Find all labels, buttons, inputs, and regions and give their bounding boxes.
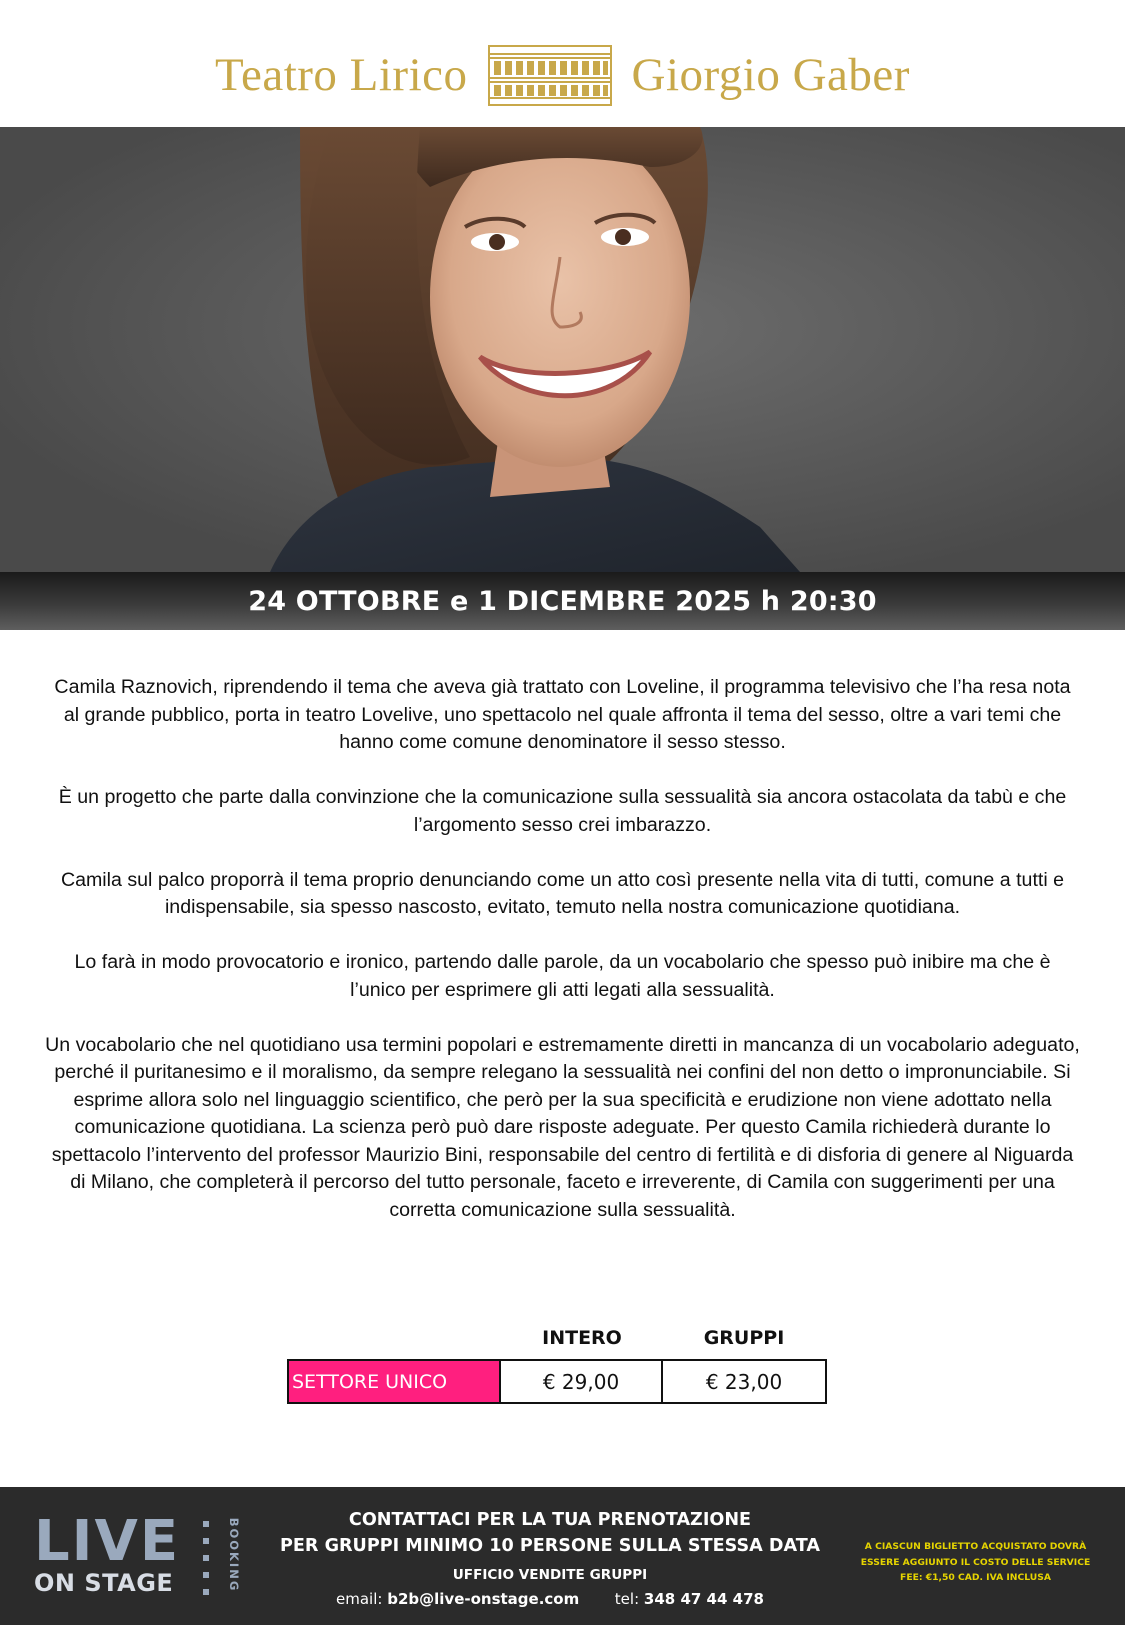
group-sales-office: UFFICIO VENDITE GRUPPI [452,1567,648,1583]
paragraph: È un progetto che parte dalla convinzione che la comunicazione sulla sessualità sia ancora ostacolata da tabù e che l’argomento sesso crei imbarazzo. [58,786,1067,836]
theatre-building-icon [486,42,614,108]
hero-photo [0,127,1125,572]
price-header-gruppi: GRUPPI [703,1327,785,1349]
contact-details [260,1587,840,1611]
paragraph: Lo farà in modo provocatorio e ironico, partendo dalle parole, da un vocabolario che spesso può inibire ma che è l’unico per esprimere gli atti legati alla sessualità. [74,951,1051,1001]
tel-label: tel: [614,1590,640,1608]
logo-live-text: LIVE [34,1509,181,1574]
contact-headline: CONTATTACI PER LA TUA PRENOTAZIONE [348,1510,752,1530]
theatre-brand [0,40,1125,110]
phone-number[interactable]: 348 47 44 478 [643,1590,764,1608]
header [0,0,1125,127]
price-row-settore-unico [287,1359,827,1404]
price-gruppi: € 23,00 [705,1369,783,1394]
group-minimum: PER GRUPPI MINIMO 10 PERSONE SULLA STESSA DATA [279,1536,820,1556]
footer-contact [260,1507,840,1611]
paragraph: Camila sul palco proporrà il tema proprio denunciando come un atto così presente nella vita di tutti, comune a tutti e indispensabile, sia spesso nascosto, evitato, temuto nella nostra comunicazione quotidiana. [60,868,1065,918]
event-date-time: 24 OTTOBRE e 1 DICEMBRE 2025 h 20:30 [248,585,877,617]
email-label: email: [336,1590,383,1608]
paragraph: Camila Raznovich, riprendendo il tema che aveva già trattato con Loveline, il programma televisivo che l’ha resa nota al grande pubblico, porta in teatro Lovelive, uno spettacolo nel quale affronta il tema del sesso, oltre a vari temi che hanno come comune denominatore il sesso stesso. [54,676,1071,753]
brand-right-text: Giorgio Gaber [631,49,910,101]
date-band [0,572,1125,630]
logo-booking-text: BOOKING [227,1517,241,1593]
description [45,674,1080,1252]
portrait-illustration [0,127,1125,572]
logo-booking [221,1515,241,1601]
price-header-intero: INTERO [542,1327,622,1349]
logo-dots [203,1521,209,1595]
live-on-stage-logo[interactable] [34,1509,244,1601]
logo-on-stage-text: ON STAGE [34,1569,174,1597]
sector-label: SETTORE UNICO [289,1361,501,1402]
paragraph: Un vocabolario che nel quotidiano usa termini popolari e estremamente diretti in mancanza di un vocabolario adeguato, perché il puritanesimo e il moralismo, da sempre relegano la sessualità nei confini del non detto o impronunciabile. Si esprime allora solo nel linguaggio scientifico, che però per la sua specificità e erudizione non viene adottato nella comunicazione quotidiana. La scienza però può dare risposte adeguate. Per questo Camila richiederà durante lo spettacolo l’intervento del professor Maurizio Bini, responsabile del centro di fertilità e di disforia di genere al Niguarda di Milano, che completerà il percorso del tutto personale, faceto e irreverente, di Camila con suggerimenti per una corretta comunicazione sulla sessualità. [45,1033,1080,1221]
brand-left-text: Teatro Lirico [215,49,468,101]
email-link[interactable]: b2b@live-onstage.com [387,1590,580,1608]
price-intero: € 29,00 [501,1361,663,1402]
footer [0,1487,1125,1625]
service-fee-note: A CIASCUN BIGLIETTO ACQUISTATO DOVRÀ ESSERE AGGIUNTO IL COSTO DELLE SERVICE FEE: €1,50 CAD. IVA INCLUSA [860,1541,1091,1583]
